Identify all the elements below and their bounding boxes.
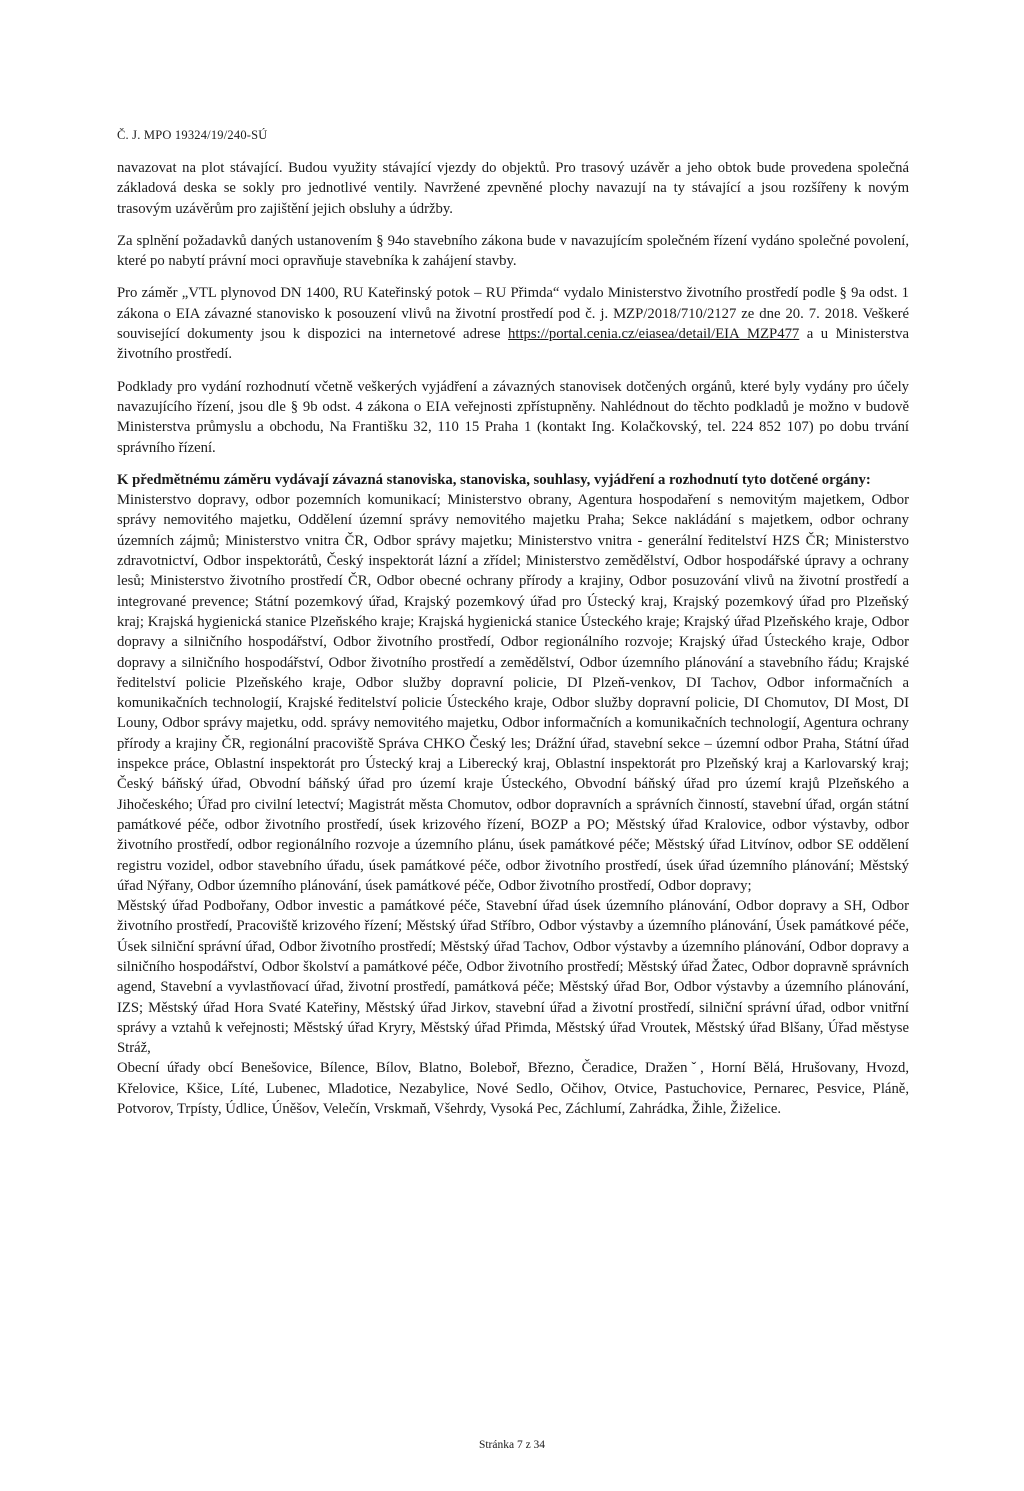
document-body	[117, 158, 909, 1119]
section-heading-authorities: K předmětnému záměru vydávají závazná stanoviska, stanoviska, souhlasy, vyjádření a rozhodnutí tyto dotčené orgány:	[117, 471, 871, 488]
paragraph-documents: Podklady pro vydání rozhodnutí včetně veškerých vyjádření a závazných stanovisek dotčených orgánů, které byly vydány pro účely navazujícího řízení, jsou dle § 9b odst. 4 zákona o EIA veřejnosti zpřístupněny. Nahlédnout do těchto podkladů je možno v budově Ministerstva průmyslu a obchodu, Na Františku 32, 110 15 Praha 1 (kontakt Ing. Kolačkovský, tel. 224 852 107) po dobu trvání správního řízení.	[117, 378, 909, 456]
paragraph-eia-statement	[117, 283, 909, 364]
paragraph-village-offices: Obecní úřady obcí Benešovice, Bílence, Bílov, Blatno, Boleboř, Březno, Čeradice, Draženˇ, Horní Bělá, Hrušovany, Hvozd, Křelovice, Kšice, Líté, Lubenec, Mladotice, Nezabylice, Nové Sedlo, Očihov, Otvice, Pastuchovice, Pernarec, Pesvice, Pláně, Potvorov, Trpísty, Údlice, Úněšov, Velečín, Vrskmaň, Všehrdy, Vysoká Pec, Záchlumí, Zahrádka, Žihle, Žiželice.	[117, 1060, 909, 1118]
paragraph-construction: navazovat na plot stávající. Budou využity stávající vjezdy do objektů. Pro trasový uzávěr a jeho obtok bude provedena společná základová deska se sokly pro jednotlivé ventily. Navržené zpevněné plochy navazují na ty stávající a jsou rozšířeny k novým trasovým uzávěrům pro zajištění jejich obsluhy a údržby.	[117, 160, 909, 217]
eia-portal-link[interactable]: https://portal.cenia.cz/eiasea/detail/EIA_MZP477	[508, 326, 800, 343]
paragraph-authorities-list: Ministerstvo dopravy, odbor pozemních komunikací; Ministerstvo obrany, Agentura hospodaření s nemovitým majetkem, Odbor správy nemovitého majetku, Oddělení územní správy nemovitého majetku Praha; Sekce nakládání s majetkem, odbor ochrany územních zájmů; Ministerstvo vnitra ČR, Odbor správy majetku; Ministerstvo vnitra - generální ředitelství HZS ČR; Ministerstvo zdravotnictví, Odbor inspektorátů, Český inspektorát lázní a zřídel; Ministerstvo zemědělství, Odbor hospodářské úpravy a ochrany lesů; Ministerstvo životního prostředí ČR, Odbor obecné ochrany přírody a krajiny, Odbor posuzování vlivů na životní prostředí a integrované prevence; Státní pozemkový úřad, Krajský pozemkový úřad pro Ústecký kraj, Krajský pozemkový úřad pro Plzeňský kraj; Krajská hygienická stanice Plzeňského kraje; Krajská hygienická stanice Ústeckého kraje; Krajský úřad Plzeňského kraje, Odbor dopravy a silničního hospodářství, Odbor životního prostředí, Odbor regionálního rozvoje; Krajský úřad Ústeckého kraje, Odbor dopravy a silničního hospodářství, Odbor životního prostředí a zemědělství, Odbor územního plánování a stavebního řádu; Krajské ředitelství policie Plzeňského kraje, Odbor služby dopravní policie, DI Plzeň-venkov, DI Tachov, Odbor informačních a komunikačních technologií, Krajské ředitelství policie Ústeckého kraje, Odbor služby dopravní policie, DI Chomutov, DI Most, DI Louny, Odbor správy majetku, odd. správy nemovitého majetku, Odbor informačních a komunikačních technologií, Agentura ochrany přírody a krajiny ČR, regionální pracoviště Správa CHKO Český les; Drážní úřad, stavební sekce – územní odbor Praha, Státní úřad inspekce práce, Oblastní inspektorát pro Ústecký kraj a Liberecký kraj, Oblastní inspektorát pro Plzeňský kraj a Karlovarský kraj; Český báňský úřad, Obvodní báňský úřad pro území kraje Ústeckého, Obvodní báňský úřad pro území krajů Plzeňského a Jihočeského; Úřad pro civilní letectví; Magistrát města Chomutov, odbor dopravních a správních činností, stavební úřad, orgán státní památkové péče, odbor životního prostředí, úsek krizového řízení, BOZP a PO; Městský úřad Kralovice, odbor výstavby, odbor životního prostředí, odbor regionálního rozvoje a územního plánu, úsek památkové péče; Městský úřad Litvínov, odbor SE oddělení registru vozidel, odbor stavebního úřadu, úsek památkové péče, odbor životního prostředí, úsek úřad územního plánování; Městský úřad Nýřany, Odbor územního plánování, úsek památkové péče, Odbor životního prostředí, Odbor dopravy;	[117, 492, 909, 894]
paragraph-municipal-offices: Městský úřad Podbořany, Odbor investic a památkové péče, Stavební úřad úsek územního plánování, Odbor dopravy a SH, Odbor životního prostředí, Pracoviště krizového řízení; Městský úřad Stříbro, Odbor výstavby a územního plánování, Úsek památkové péče, Úsek silniční správní úřad, Odbor životního prostředí; Městský úřad Tachov, Odbor výstavby a územního plánování, Odbor dopravy a silničního hospodářství, Odbor školství a památkové péče, Odbor životního prostředí; Městský úřad Žatec, Odbor dopravně správních agend, Stavební a vyvlastňovací úřad, životní prostředí, památková péče; Městský úřad Bor, Odbor výstavby a územního plánování, IZS; Městský úřad Hora Svaté Kateřiny, Městský úřad Jirkov, stavební úřad a životní prostředí, silniční správní úřad, odbor vnitřní správy a vztahů k veřejnosti; Městský úřad Kryry, Městský úřad Přimda, Městský úřad Vroutek, Městský úřad Blšany, Úřad městyse Stráž,	[117, 898, 909, 1057]
eia-statement-text-end: a u Ministerstva životního prostředí.	[117, 326, 909, 363]
page-number: Stránka 7 z 34	[478, 1439, 546, 1451]
paragraph-permit: Za splnění požadavků daných ustanovením § 94o stavebního zákona bude v navazujícím společném řízení vydáno společné povolení, které po nabytí právní moci opravňuje stavebníka k zahájení stavby.	[117, 232, 909, 270]
eia-statement-text: Pro záměr „VTL plynovod DN 1400, RU Kateřinský potok – RU Přimda“ vydalo Ministerstvo životního prostředí podle § 9a odst. 1 zákona o EIA závazné stanovisko k posouzení vlivů na životní prostředí pod č. j. MZP/2018/710/2127 ze dne 20. 7. 2018. Veškeré související dokumenty jsou k dispozici na internetové adrese	[117, 285, 909, 343]
reference-number: Č. J. MPO 19324/19/240-SÚ	[117, 128, 268, 142]
